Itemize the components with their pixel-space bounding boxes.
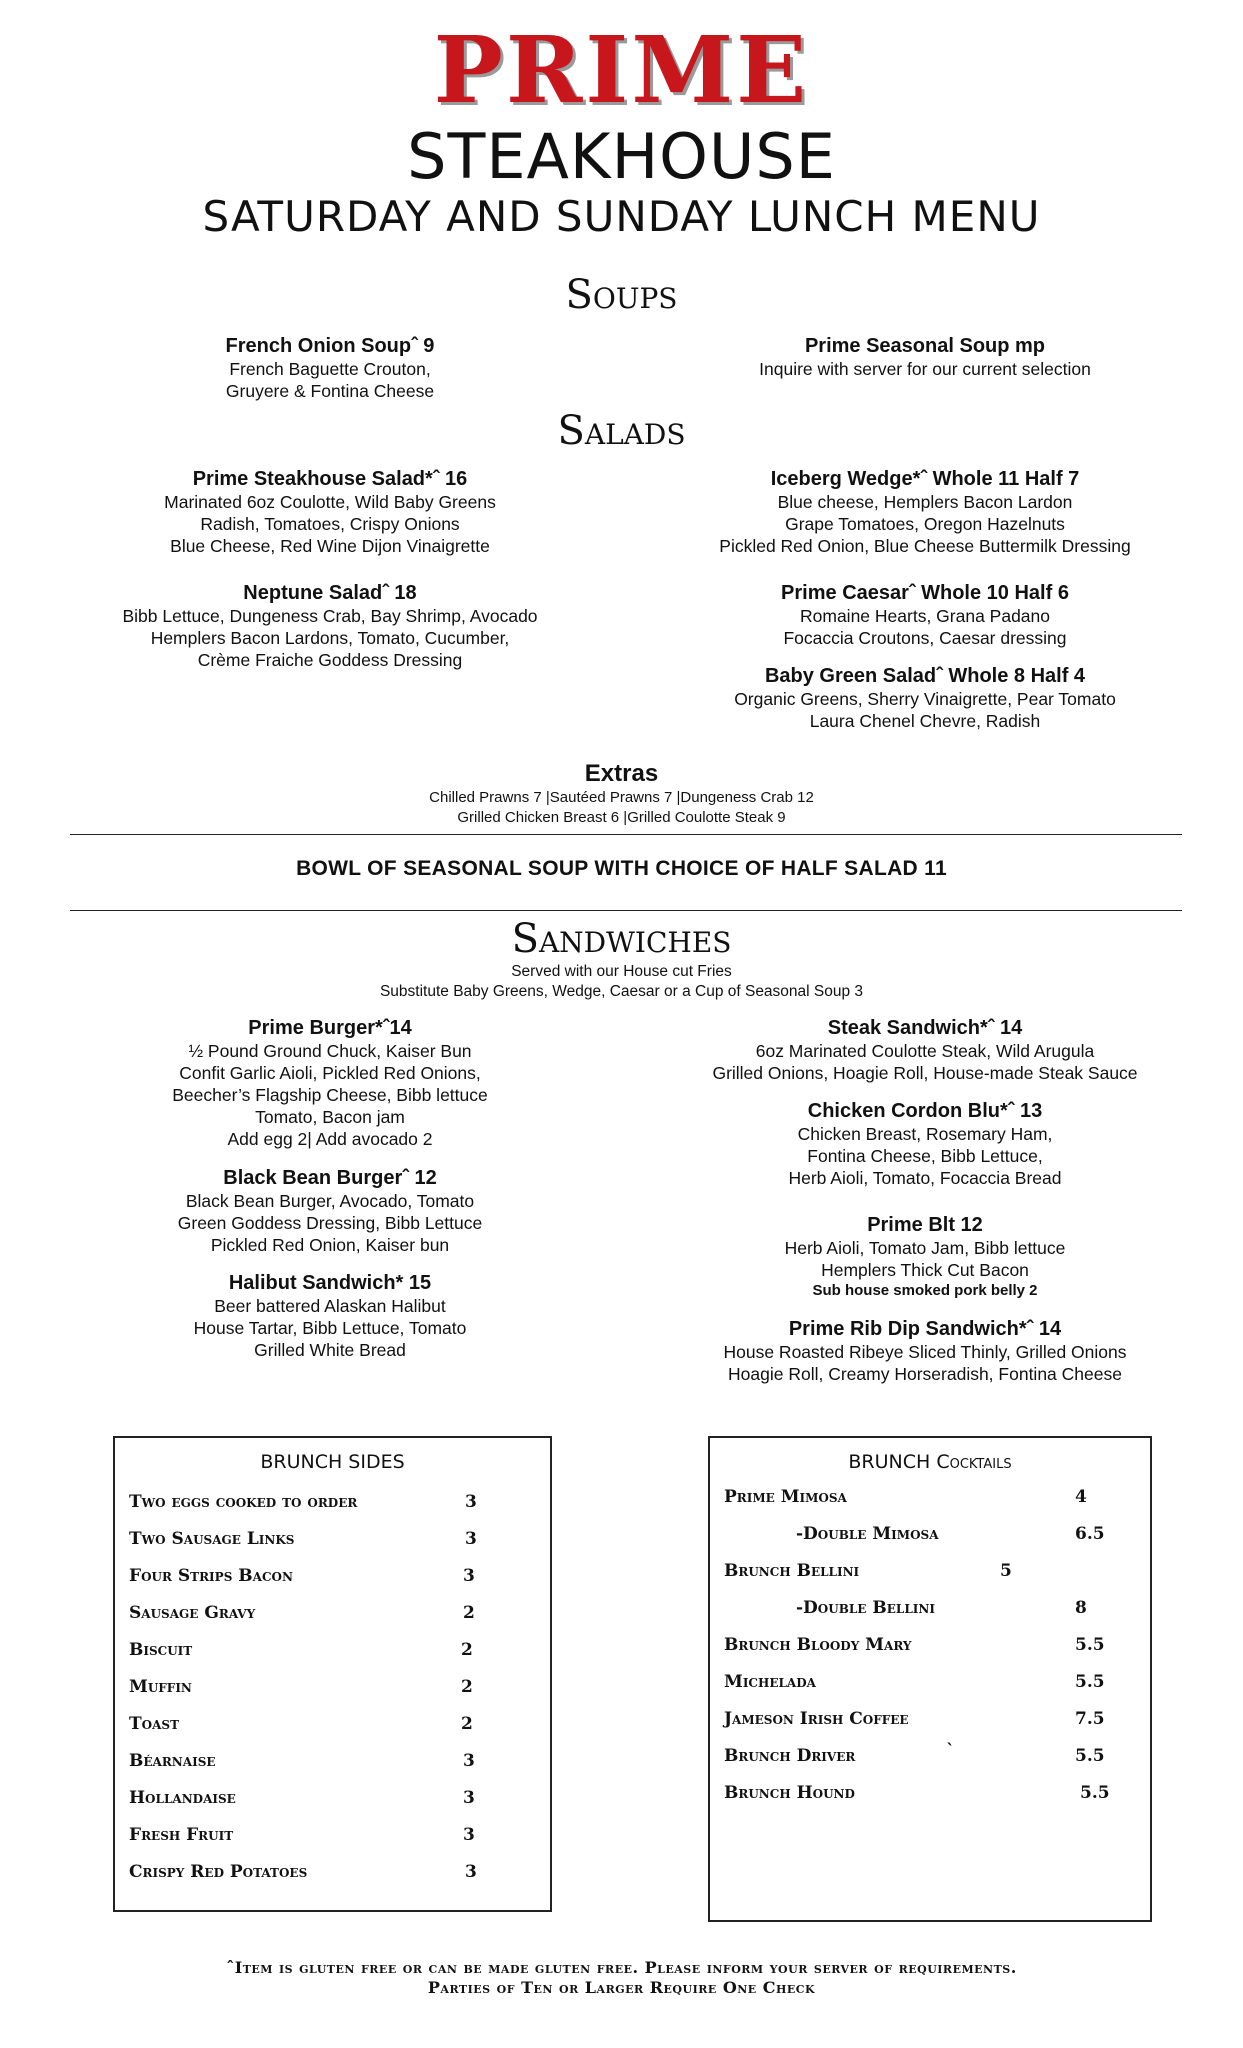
item-price: 2 — [463, 1603, 475, 1623]
item-name: Prime Seasonal Soup mp — [804, 335, 1046, 357]
item-price: 3 — [465, 1529, 477, 1549]
item-description: Herb Aioli, Tomato Jam, Bibb lettuce Hemplers Thick Cut Bacon — [784, 1238, 1066, 1280]
item-name: Neptune Saladˆ 18 — [243, 582, 417, 604]
sandwiches-subtitle — [0, 962, 1243, 1002]
item-price: 7.5 — [1075, 1709, 1105, 1729]
item-price: 3 — [465, 1862, 477, 1882]
list-item: Michelada — [724, 1672, 816, 1692]
item-price: 5.5 — [1080, 1783, 1110, 1803]
list-item: Hollandaise — [129, 1788, 236, 1808]
item-name: Chicken Cordon Blu*ˆ 13 — [807, 1100, 1043, 1122]
item-price: 5.5 — [1075, 1672, 1105, 1692]
item-description: Bibb Lettuce, Dungeness Crab, Bay Shrimp, Avocado Hemplers Bacon Lardons, Tomato, Cucumber, Crème Fraiche Goddess Dressing — [122, 606, 538, 670]
list-item: -Double Mimosa — [796, 1524, 939, 1544]
brand-logo: PRIME — [433, 16, 810, 124]
item-price: 4 — [1075, 1487, 1087, 1507]
list-item: Four Strips Bacon — [129, 1566, 293, 1586]
item-price: 5 — [1000, 1561, 1012, 1581]
menu-title: SATURDAY AND SUNDAY LUNCH MENU — [202, 192, 1041, 241]
sandwiches-sub-line: Served with our House cut Fries — [511, 963, 732, 980]
item-description: Blue cheese, Hemplers Bacon Lardon Grape Tomatoes, Oregon Hazelnuts Pickled Red Onion, Blue Cheese Buttermilk Dressing — [719, 492, 1131, 556]
list-item: Two eggs cooked to order — [129, 1492, 358, 1512]
item-description: French Baguette Crouton, Gruyere & Fontina Cheese — [225, 359, 435, 401]
brunch-cocktails-title: BRUNCH Cocktails — [848, 1451, 1012, 1473]
item-description: Marinated 6oz Coulotte, Wild Baby Greens Radish, Tomatoes, Crispy Onions Blue Cheese, Red Wine Dijon Vinaigrette — [164, 492, 496, 556]
brunch-sides-box — [113, 1436, 552, 1912]
item-name: Prime Rib Dip Sandwich*ˆ 14 — [788, 1318, 1062, 1340]
extras-block — [0, 760, 1243, 828]
item-price: 2 — [461, 1677, 473, 1697]
list-item: Brunch Hound — [724, 1783, 855, 1803]
item-price: 2 — [461, 1640, 473, 1660]
menu-item — [70, 581, 590, 671]
item-price: 6.5 — [1075, 1524, 1105, 1544]
menu-item — [665, 1213, 1185, 1301]
menu-item — [665, 664, 1185, 732]
item-description: 6oz Marinated Coulotte Steak, Wild Arugula Grilled Onions, Hoagie Roll, House-made Steak Sauce — [712, 1041, 1138, 1083]
item-description: Chicken Breast, Rosemary Ham, Fontina Cheese, Bibb Lettuce, Herb Aioli, Tomato, Focaccia Bread — [788, 1124, 1062, 1188]
divider — [70, 910, 1182, 911]
divider — [70, 834, 1182, 835]
extras-line: Chilled Prawns 7 |Sautéed Prawns 7 |Dungeness Crab 12 — [429, 789, 814, 806]
item-description: Organic Greens, Sherry Vinaigrette, Pear Tomato Laura Chenel Chevre, Radish — [734, 689, 1116, 731]
item-name: Iceberg Wedge*ˆ Whole 11 Half 7 — [770, 468, 1080, 490]
item-price: 3 — [463, 1825, 475, 1845]
menu-item — [70, 1166, 590, 1256]
item-name: Prime Blt 12 — [867, 1214, 983, 1236]
item-name: Prime Caesarˆ Whole 10 Half 6 — [781, 582, 1069, 604]
menu-item — [665, 467, 1185, 557]
list-item: Brunch Driver — [724, 1746, 856, 1766]
sandwiches-sub-line: Substitute Baby Greens, Wedge, Caesar or a Cup of Seasonal Soup 3 — [379, 983, 864, 1000]
menu-item — [70, 334, 590, 402]
item-name: Prime Burger*ˆ14 — [248, 1017, 412, 1039]
item-price: 8 — [1075, 1598, 1087, 1618]
menu-item — [70, 1016, 590, 1150]
item-description: Inquire with server for our current selection — [759, 359, 1091, 379]
list-item: Béarnaise — [129, 1751, 216, 1771]
item-description: Beer battered Alaskan Halibut House Tartar, Bibb Lettuce, Tomato Grilled White Bread — [193, 1296, 467, 1360]
list-item: Prime Mimosa — [724, 1487, 847, 1507]
soups-heading: Soups — [565, 272, 678, 318]
list-item: Toast — [129, 1714, 180, 1734]
list-item: Brunch Bloody Mary — [724, 1635, 912, 1655]
brunch-sides-title: BRUNCH SIDES — [260, 1451, 405, 1473]
menu-item — [665, 334, 1185, 380]
list-item: -Double Bellini — [796, 1598, 935, 1618]
item-note: Sub house smoked pork belly 2 — [812, 1282, 1038, 1299]
item-name: Prime Steakhouse Salad*ˆ 16 — [192, 468, 468, 490]
item-price: 3 — [463, 1788, 475, 1808]
list-item: Biscuit — [129, 1640, 193, 1660]
party-note: Parties of Ten or Larger Require One Check — [427, 1978, 816, 1997]
list-item: Jameson Irish Coffee — [724, 1709, 909, 1729]
item-name: French Onion Soupˆ 9 — [225, 335, 435, 357]
subbrand-title: STEAKHOUSE — [407, 120, 836, 193]
footer-notes — [0, 1958, 1243, 1998]
item-description: Romaine Hearts, Grana Padano Focaccia Croutons, Caesar dressing — [783, 606, 1067, 648]
item-name: Baby Green Saladˆ Whole 8 Half 4 — [764, 665, 1086, 687]
item-description: House Roasted Ribeye Sliced Thinly, Grilled Onions Hoagie Roll, Creamy Horseradish, Fontina Cheese — [723, 1342, 1127, 1384]
menu-item — [70, 467, 590, 557]
item-price: 3 — [463, 1566, 475, 1586]
item-price: 5.5 — [1075, 1635, 1105, 1655]
item-description: Black Bean Burger, Avocado, Tomato Green Goddess Dressing, Bibb Lettuce Pickled Red Onion, Kaiser bun — [177, 1191, 483, 1255]
stray-mark: ` — [946, 1741, 955, 1761]
item-price: 2 — [461, 1714, 473, 1734]
menu-item — [665, 1016, 1185, 1084]
item-name: Black Bean Burgerˆ 12 — [223, 1167, 437, 1189]
item-name: Steak Sandwich*ˆ 14 — [827, 1017, 1023, 1039]
menu-item — [70, 1271, 590, 1361]
list-item: Sausage Gravy — [129, 1603, 256, 1623]
extras-title: Extras — [584, 760, 659, 787]
item-description: ½ Pound Ground Chuck, Kaiser Bun Confit Garlic Aioli, Pickled Red Onions, Beecher’s Flagship Cheese, Bibb lettuce Tomato, Bacon jam Add egg 2| Add avocado 2 — [172, 1041, 488, 1149]
item-price: 3 — [463, 1751, 475, 1771]
combo-offer: BOWL OF SEASONAL SOUP WITH CHOICE OF HALF SALAD 11 — [296, 857, 947, 880]
list-item: Crispy Red Potatoes — [129, 1862, 308, 1882]
item-price: 5.5 — [1075, 1746, 1105, 1766]
salads-heading: Salads — [557, 408, 686, 454]
list-item: Two Sausage Links — [129, 1529, 295, 1549]
menu-item — [665, 581, 1185, 649]
menu-item — [665, 1317, 1185, 1385]
item-name: Halibut Sandwich* 15 — [228, 1272, 432, 1294]
list-item: Fresh Fruit — [129, 1825, 234, 1845]
sandwiches-heading: Sandwiches — [511, 916, 732, 962]
list-item: Brunch Bellini — [724, 1561, 860, 1581]
item-price: 3 — [465, 1492, 477, 1512]
menu-item — [665, 1099, 1185, 1189]
gluten-free-note: ˆItem is gluten free or can be made gluten free. Please inform your server of requirements. — [226, 1958, 1017, 1977]
brunch-cocktails-box — [708, 1436, 1152, 1922]
extras-line: Grilled Chicken Breast 6 |Grilled Coulotte Steak 9 — [457, 809, 786, 826]
list-item: Muffin — [129, 1677, 192, 1697]
